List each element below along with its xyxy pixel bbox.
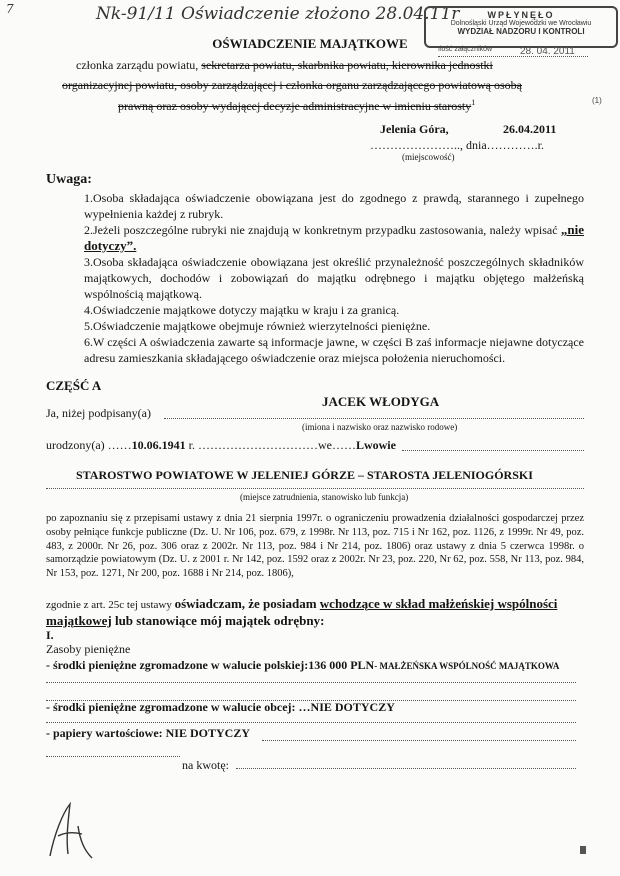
notice-item-3: 3.Osoba składająca oświadczenie obowiązana jest określić przynależność poszczególnych składników majątkowych, dochodów i zobowiązań do majątku odrębnego i majątku objętego małżeńską wspólnością majątkową. [84,255,584,301]
page-corner-mark [580,846,586,854]
subtitle-role: członka zarządu powiatu, [76,58,202,72]
stamp-line-department: WYDZIAŁ NADZORU I KONTROLI [457,27,585,36]
amount-label: na kwotę: [182,758,229,772]
stamp-side-mark: (1) [592,96,602,105]
section-one-heading: I. [46,628,54,642]
notice-item-2 [84,222,584,254]
notice-item-5: 5.Oświadczenie majątkowe obejmuje również wierzytelności pieniężne. [84,319,431,333]
born-place: Lwowie [355,438,396,452]
securities-line [46,726,250,741]
declaration-statement [46,596,596,630]
notice-item-1: 1.Osoba składająca oświadczenie obowiązana jest do zgodnego z prawdą, starannego i zupełnego wypełnienia każdej z rubryk. [84,191,584,221]
declarant-label: Ja, niżej podpisany(a) [46,406,151,420]
stamp-attachments-label: Ilość załączników [438,46,493,53]
signature-graphic [40,796,100,866]
subtitle-line-3 [118,98,475,114]
place-date-line: ………………….., dnia………….r. [370,138,544,152]
pln-dotted-line-1 [46,682,576,683]
born-date: 10.06.1941 [131,438,186,452]
securities-dotted-line [262,740,576,741]
stamp-dotted-line [438,56,588,57]
declaration-bold: oświadczam, że posiadam [174,596,320,611]
stamp-line-received: WPŁYNĘŁO [487,10,555,20]
subtitle-struck-1: sekretarza powiatu, skarbnika powiatu, kierownika jednostki [201,58,493,72]
securities-label: - papiery wartościowe: [46,726,166,740]
born-line [46,438,396,453]
employer-dotted-line [46,488,584,489]
foreign-value: NIE DOTYCZY [310,700,395,714]
subtitle-line-2: organizacyjnej powiatu, osoby zarządzającej i członka organu zarządzającego powiatową osobą [62,78,523,92]
amount-dotted-line-right [236,768,576,769]
stamp-line-office: Dolnośląski Urząd Wojewódzki we Wrocławiu [450,20,592,27]
place-caption: (miejscowość) [402,152,455,162]
nie-dotyczy-quote: „nie dotyczy”. [84,222,584,253]
subtitle-footnote: 1 [471,98,476,107]
place-value: Jelenia Góra, [380,122,449,136]
employer-value: STAROSTWO POWIATOWE W JELENIEJ GÓRZE – STAROSTA JELENIOGÓRSKI [76,468,533,482]
cash-heading: Zasoby pieniężne [46,642,131,656]
subtitle-line-1 [76,58,493,73]
part-a-heading: CZĘŚĆ A [46,378,102,393]
declaration-underlined: wchodzące w skład małżeńskiej wspólności majątkowej [46,596,558,628]
pln-note: - MAŁŻEŃSKA WSPÓLNOŚĆ MAJĄTKOWA [374,661,560,671]
declarant-name: JACEK WŁODYGA [322,394,440,409]
notice-item-6: 6.W części A oświadczenia zawarte są informacje jawne, w części B zaś informacje niejawne dotyczące adresu zamieszkania składającego oświadczenie oraz miejsca położenia nieruchomości. [84,335,584,365]
notice-item-4: 4.Oświadczenie majątkowe dotyczy majątku w kraju i za granicą. [84,303,400,317]
subtitle-struck-3: prawną oraz osoby wydającej decyzje administracyjne w imieniu starosty [118,99,472,113]
declarant-caption: (imiona i nazwisko oraz nazwisko rodowe) [302,422,458,432]
notice-list [84,190,584,366]
born-mid: r. …………………………we…… [185,438,356,452]
born-label: urodzony(a) …… [46,438,132,452]
document-title: OŚWIADCZENIE MAJĄTKOWE [212,36,408,51]
amount-dotted-line-left [46,756,180,757]
notice-heading: Uwaga: [46,172,92,187]
date-value: 26.04.2011 [503,122,557,136]
notice-item-2-text: 2.Jeżeli poszczególne rubryki nie znajdują w konkretnym przypadku zastosowania, należy wpisać [84,223,558,237]
law-reference-text: po zapoznaniu się z przepisami ustawy z dnia 21 sierpnia 1997r. o ograniczeniu prowadzenia działalności gospodarczej przez osoby pełniące funkcje publiczne (Dz. U. Nr 106, poz. 679, z 1998r. Nr 113, poz. 715 i Nr 162, poz. 1126, z 1999r. Nr 49, poz. 483, z 2000r. Nr 26, poz. 306 oraz z 2002r. Nr 113, poz. 984 i Nr 214, poz. 1806) oraz ustawy z dnia 5 czerwca 1998r. o samorządzie powiatowym (Dz. U. z 2001 r. Nr 142, poz. 1592 oraz z 2002r. Nr 23, poz. 220, Nr 62, poz. 558, Nr 113, poz. 984, Nr 153, poz. 1271, Nr 200, poz. 1688 i Nr 214, poz. 1806), [46,513,584,580]
foreign-dotted-line [46,722,576,723]
pln-label: - środki pieniężne zgromadzone w walucie polskiej: [46,658,309,672]
declarant-dotted-line [164,418,584,419]
stamp-date: 28. 04. 2011 [520,46,575,57]
handwritten-reference-note: Nk-91/11 Oświadczenie złożono 28.04.11r [96,4,460,24]
declaration-tail: lub stanowiące mój majątek odrębny: [111,613,325,628]
born-place-dotted-line [402,450,584,451]
foreign-label: - środki pieniężne zgromadzone w walucie obcej: … [46,700,311,714]
foreign-line [46,700,395,715]
corner-mark: 7 [6,2,14,16]
employer-caption: (miejsce zatrudnienia, stanowisko lub funkcja) [240,492,409,502]
pln-value: 136 000 PLN [308,658,375,672]
declaration-pre: zgodnie z art. 25c tej ustawy [46,599,175,611]
pln-line [46,658,559,673]
securities-value: NIE DOTYCZY [165,726,250,740]
